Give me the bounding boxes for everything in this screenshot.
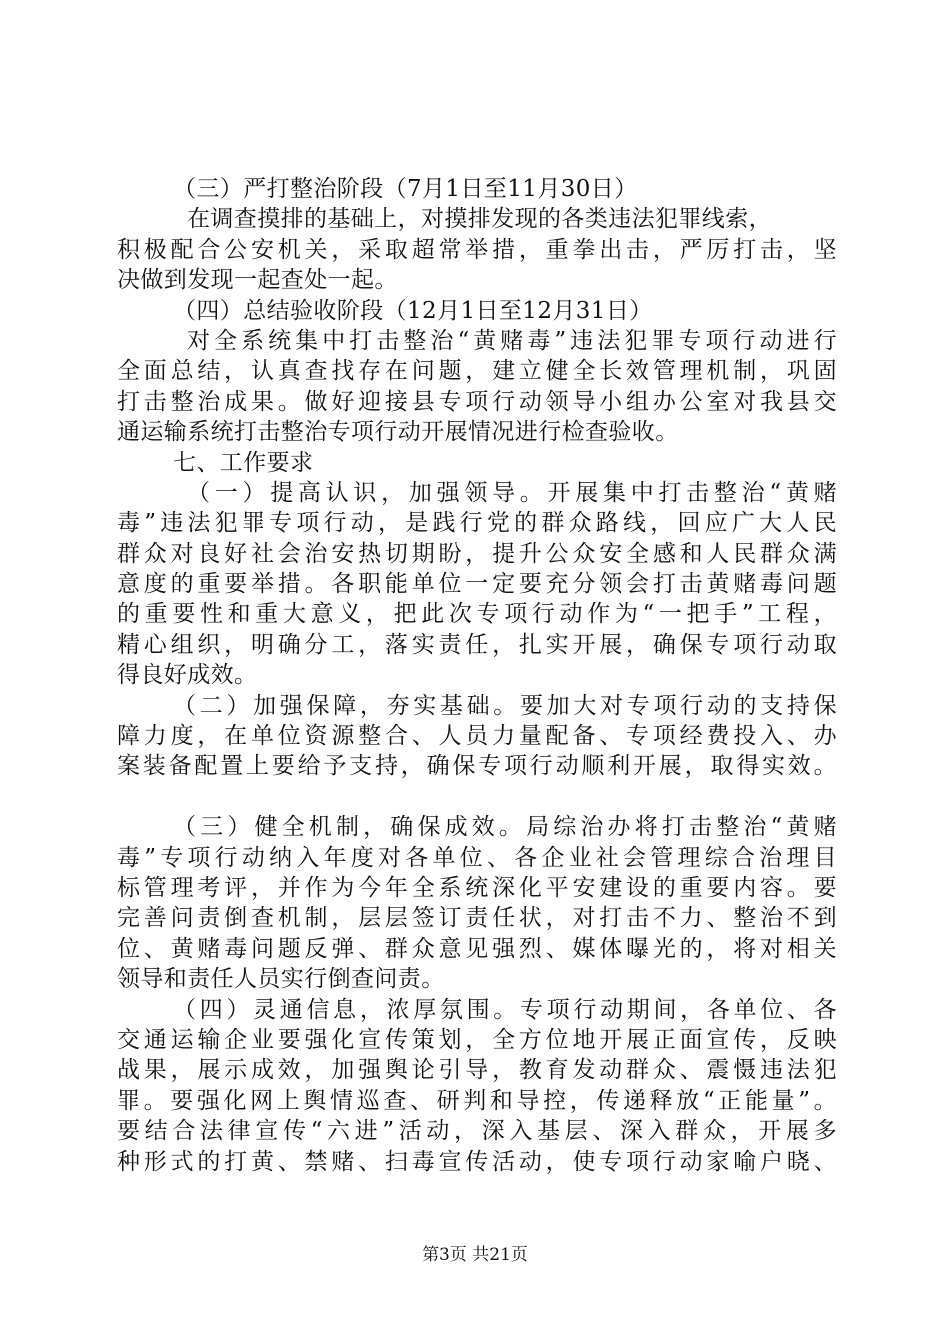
section-heading: 七、工作要求 [173,449,314,476]
paragraph-line: 案装备配置上要给予支持，确保专项行动顺利开展，取得实效。 [117,753,837,780]
paragraph-line: （四）灵通信息，浓厚氛围。专项行动期间，各单位、各 [173,996,837,1023]
paragraph-line: 战果，展示成效，加强舆论引导，教育发动群众、震慑违法犯 [117,1057,837,1084]
paragraph-line: 群众对良好社会治安热切期盼，提升公众安全感和人民群众满 [117,540,837,567]
blank-line [117,782,837,812]
paragraph-line: 要结合法律宣传“六进”活动，深入基层、深入群众，开展多 [117,1118,837,1145]
paragraph-line: 意度的重要举措。各职能单位一定要充分领会打击黄赌毒问题 [117,571,837,598]
paragraph-line: 种形式的打黄、禁赌、扫毒宣传活动，使专项行动家喻户晓、 [117,1148,837,1175]
paragraph-line: 交通运输企业要强化宣传策划，全方位地开展正面宣传，反映 [117,1026,837,1053]
paragraph-line: 完善问责倒查机制，层层签订责任状，对打击不力、整治不到 [117,905,837,932]
page-number-footer: 第3页 共21页 [422,1245,528,1265]
paragraph-line: 打击整治成果。做好迎接县专项行动领导小组办公室对我县交 [117,388,837,415]
paragraph-line: 在调查摸排的基础上，对摸排发现的各类违法犯罪线索， [187,206,772,233]
paragraph-line: 罪。要强化网上舆情巡查、研判和导控，传递释放“正能量”。 [117,1087,837,1114]
paragraph-line: （三）健全机制，确保成效。局综治办将打击整治“黄赌 [173,814,837,841]
paragraph-line: 通运输系统打击整治专项行动开展情况进行检查验收。 [117,419,679,446]
paragraph-line: （二）加强保障，夯实基础。要加大对专项行动的支持保 [173,692,837,719]
paragraph-line: 毒”专项行动纳入年度对各单位、各企业社会管理综合治理目 [117,844,837,871]
paragraph-line: 全面总结，认真查找存在问题，建立健全长效管理机制，巩固 [117,358,837,385]
section-heading: （四）总结验收阶段（12月1日至12月31日） [173,297,653,324]
paragraph-line: （一）提高认识，加强领导。开展集中打击整治“黄赌 [187,479,837,506]
section-heading: （三）严打整治阶段（7月1日至11月30日） [173,176,638,202]
paragraph-line: 积极配合公安机关，采取超常举措，重拳出击，严厉打击，坚 [117,236,837,263]
document-body [117,174,837,1177]
paragraph-line: 位、黄赌毒问题反弹、群众意见强烈、媒体曝光的，将对相关 [117,935,837,962]
paragraph-line: 精心组织，明确分工，落实责任，扎实开展，确保专项行动取 [117,631,837,658]
paragraph-line: 标管理考评，并作为今年全系统深化平安建设的重要内容。要 [117,874,837,901]
paragraph-line: 得良好成效。 [117,662,258,689]
paragraph-line: 毒”违法犯罪专项行动，是践行党的群众路线，回应广大人民 [117,510,837,537]
paragraph-line: 对全系统集中打击整治“黄赌毒”违法犯罪专项行动进行 [187,327,837,354]
paragraph-line: 障力度，在单位资源整合、人员力量配备、专项经费投入、办 [117,723,837,750]
paragraph-line: 决做到发现一起查处一起。 [117,267,398,294]
paragraph-line: 领导和责任人员实行倒查问责。 [117,966,445,993]
paragraph-line: 的重要性和重大意义，把此次专项行动作为“一把手”工程， [117,601,837,628]
